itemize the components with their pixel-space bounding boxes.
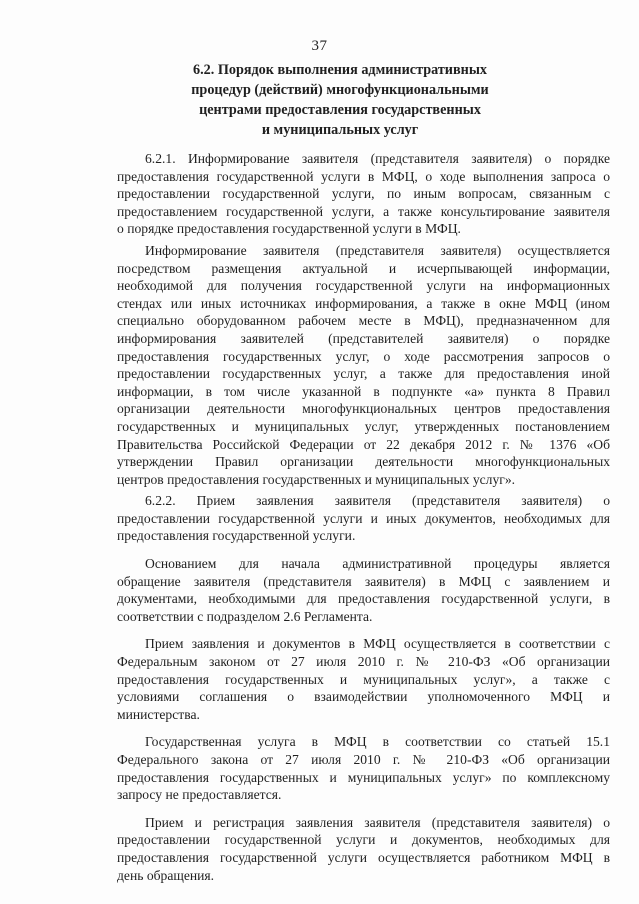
text-line: предоставлении государственных услуг, а также для предоставления иной <box>117 366 610 382</box>
text-line: Правительства Российской Федерации от 22 декабря 2012 г. № 1376 «Об <box>117 436 610 452</box>
text-line: предоставлении государственной услуги, по иным вопросам, связанным с <box>117 186 610 202</box>
text-line: предоставления государственной услуги в МФЦ, о ходе выполнения запроса о <box>117 168 610 184</box>
text-line: Государственная услуга в МФЦ в соответствии со статьей 15.1 <box>145 734 610 750</box>
text-line: предоставления государственных и муниципальных услуг» по комплексному <box>117 769 610 785</box>
page-number: 37 <box>311 38 328 54</box>
text-line: предоставлении государственной услуги и иных документов, необходимых для <box>117 510 610 526</box>
text-line: предоставления государственных и муниципальных услуг», а также с <box>117 671 610 687</box>
document-body <box>117 150 610 888</box>
text-line: министерства. <box>117 706 200 722</box>
text-line: обращение заявителя (представителя заявителя) в МФЦ с заявлением и <box>117 573 610 589</box>
text-line: документами, необходимыми для предоставления государственной услуги, в <box>117 591 610 607</box>
text-line: организации деятельности многофункциональных центров предоставления <box>117 401 610 417</box>
section-heading <box>160 60 520 140</box>
text-line: информации, в том числе указанной в подпункте «а» пункта 8 Правил <box>117 383 610 399</box>
section-heading-line: и муниципальных услуг <box>261 122 419 138</box>
paragraph-6-2-1 <box>117 150 610 238</box>
text-line: Прием и регистрация заявления заявителя (представителя заявителя) о <box>145 814 610 830</box>
text-line: условиями соглашения о взаимодействии уполномоченного МФЦ и <box>117 689 610 705</box>
text-line: предоставления государственных услуг, о ходе рассмотрения запросов о <box>117 348 610 364</box>
text-line: 6.2.1. Информирование заявителя (представителя заявителя) о порядке <box>145 151 610 166</box>
paragraph-6-2-2 <box>117 492 610 545</box>
text-line: специально оборудованном рабочем месте в МФЦ), предназначенном для <box>117 313 610 329</box>
text-line: предоставлением государственной услуги, а также консультирование заявителя <box>117 203 610 219</box>
text-line: 6.2.2. Прием заявления заявителя (представителя заявителя) о <box>145 493 610 509</box>
paragraph-registration <box>117 814 610 884</box>
section-heading-line: 6.2. Порядок выполнения административных <box>192 62 487 78</box>
text-line: Федеральным законом от 27 июля 2010 г. № 210-ФЗ «Об организации <box>117 654 610 670</box>
paragraph-reception <box>117 635 610 723</box>
paragraph-grounds <box>117 555 610 625</box>
text-line: Основанием для начала административной процедуры является <box>145 556 610 572</box>
section-heading-line: процедур (действий) многофункциональными <box>191 82 489 98</box>
text-line: предоставлении государственной услуги и документов, необходимых для <box>117 832 610 848</box>
text-line: Прием заявления и документов в МФЦ осуществляется в соответствии с <box>145 636 610 652</box>
paragraph-informing <box>117 242 610 488</box>
text-line: центров предоставления государственных и муниципальных услуг». <box>117 471 516 487</box>
text-line: необходимой для получения государственной услуги на информационных <box>117 278 610 294</box>
text-line: государственных и муниципальных услуг, утвержденных постановлением <box>117 418 610 434</box>
text-line: стендах или иных источниках информирования, а также в окне МФЦ (ином <box>117 295 610 311</box>
paragraph-complex-request <box>117 733 610 803</box>
text-line: Информирование заявителя (представителя заявителя) осуществляется <box>145 242 610 258</box>
text-line: информирования заявителей (представителей заявителя) о порядке <box>117 330 610 346</box>
text-line: день обращения. <box>117 867 215 883</box>
text-line: предоставления государственной услуги. <box>117 528 356 544</box>
text-line: посредством размещения актуальной и исчерпывающей информации, <box>117 260 610 276</box>
text-line: соответствии с подразделом 2.6 Регламента. <box>117 608 373 624</box>
section-heading-line: центрами предоставления государственных <box>199 102 481 118</box>
text-line: предоставления государственной услуги осуществляется работником МФЦ в <box>117 849 610 865</box>
text-line: Федерального закона от 27 июля 2010 г. № 210-ФЗ «Об организации <box>117 752 610 767</box>
text-line: о порядке предоставления государственной услуги в МФЦ. <box>117 221 461 237</box>
text-line: утверждении Правил организации деятельности многофункциональных <box>117 454 610 470</box>
text-line: запросу не предоставляется. <box>117 787 282 803</box>
